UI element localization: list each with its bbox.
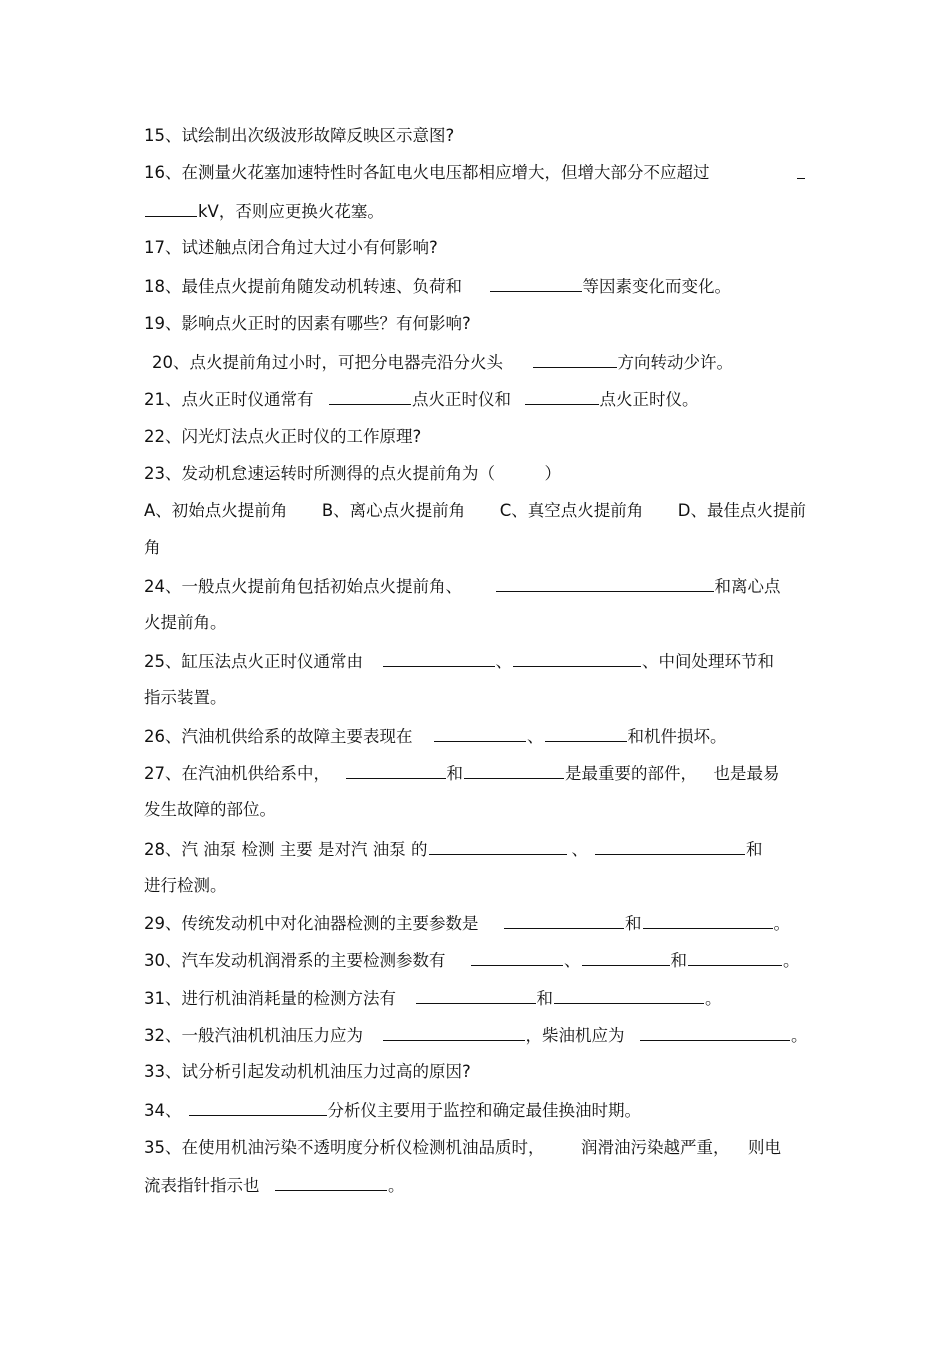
question-19-text: 19、影响点火正时的因素有哪些？有何影响? <box>144 314 471 333</box>
question-16-line1 <box>144 162 806 184</box>
question-25-text: 25、缸压法点火正时仪通常由 <box>144 652 363 671</box>
question-35-text-3: 则电 <box>748 1138 781 1157</box>
question-32 <box>144 1024 806 1047</box>
question-32-text-2: ，柴油机应为 <box>525 1026 625 1045</box>
question-28-and: 和 <box>746 840 763 859</box>
answer-blank <box>797 162 805 179</box>
answer-blank <box>688 949 782 966</box>
question-33 <box>144 1061 806 1083</box>
question-21 <box>144 388 806 411</box>
question-27-text-4: 发生故障的部位。 <box>144 800 276 819</box>
question-24-text-3: 火提前角。 <box>144 613 227 632</box>
answer-blank <box>145 200 197 217</box>
question-30-end: 。 <box>783 951 800 970</box>
question-33-text: 33、试分析引起发动机机油压力过高的原因? <box>144 1062 471 1081</box>
question-28-word: 油泵 <box>372 840 406 859</box>
question-20 <box>152 351 806 374</box>
question-28-word: 是对汽 <box>318 840 368 859</box>
question-20-text-2: 方向转动少许。 <box>617 353 733 372</box>
question-30-and: 和 <box>670 951 687 970</box>
question-17-text: 17、试述触点闭合角过大过小有何影响? <box>144 238 438 257</box>
option-d: D、最佳点火提前 <box>677 501 806 520</box>
question-17 <box>144 237 806 259</box>
question-34-text: 分析仪主要用于监控和确定最佳换油时期。 <box>327 1101 641 1120</box>
question-29-text: 29、传统发动机中对化油器检测的主要参数是 <box>144 914 479 933</box>
question-26 <box>144 725 806 748</box>
question-23-options <box>144 500 806 522</box>
question-27-text-2: 是最重要的部件， <box>565 764 697 783</box>
answer-blank <box>513 650 641 667</box>
question-35-line1 <box>144 1137 806 1159</box>
question-28-sep: 、 <box>571 840 588 859</box>
question-27-text-3: 也是最易 <box>713 764 780 783</box>
question-25-line1 <box>144 650 806 673</box>
question-21-text-2: 点火正时仪和 <box>412 390 511 409</box>
answer-blank <box>416 987 536 1004</box>
question-22-text: 22、闪光灯法点火正时仪的工作原理? <box>144 427 422 446</box>
question-25-sep: 、 <box>495 652 512 671</box>
question-30-text: 30、汽车发动机润滑系的主要检测参数有 <box>144 951 446 970</box>
answer-blank <box>464 762 564 779</box>
question-34-number: 34、 <box>144 1101 182 1120</box>
question-24-text: 24、一般点火提前角包括初始点火提前角、 <box>144 577 462 596</box>
question-16-text-2: kV，否则应更换火花塞。 <box>198 202 384 221</box>
question-22 <box>144 426 806 448</box>
question-31-and: 和 <box>536 989 553 1008</box>
question-28-word: 的 <box>411 840 428 859</box>
question-27-and: 和 <box>446 764 463 783</box>
question-16-line2 <box>144 200 806 223</box>
answer-blank <box>504 912 624 929</box>
question-31-end: 。 <box>705 989 722 1008</box>
question-25-text-3: 指示装置。 <box>144 688 227 707</box>
question-21-text-3: 点火正时仪。 <box>599 390 699 409</box>
question-25-text-2: 、中间处理环节和 <box>642 652 774 671</box>
question-32-text: 32、一般汽油机机油压力应为 <box>144 1026 363 1045</box>
answer-blank <box>640 1024 790 1041</box>
question-23-text: 23、发动机怠速运转时所测得的点火提前角为（ ） <box>144 464 561 483</box>
answer-blank <box>643 912 773 929</box>
answer-blank <box>554 987 704 1004</box>
question-18 <box>144 275 806 298</box>
question-18-text-2: 等因素变化而变化。 <box>582 277 731 296</box>
option-a: A、初始点火提前角 <box>144 501 288 520</box>
question-35-line2 <box>144 1174 806 1197</box>
question-21-text: 21、点火正时仪通常有 <box>144 390 314 409</box>
question-35-end: 。 <box>388 1176 405 1195</box>
question-31 <box>144 987 806 1010</box>
answer-blank <box>525 388 599 405</box>
answer-blank <box>490 275 582 292</box>
question-29-end: 。 <box>773 914 790 933</box>
answer-blank <box>329 388 411 405</box>
answer-blank <box>346 762 446 779</box>
question-29-and: 和 <box>625 914 642 933</box>
question-19 <box>144 313 806 335</box>
answer-blank <box>545 725 627 742</box>
answer-blank <box>533 351 617 368</box>
question-16-text: 16、在测量火花塞加速特性时各缸电火电压都相应增大，但增大部分不应超过 <box>144 163 710 182</box>
option-d-tail: 角 <box>144 538 161 557</box>
question-27-line2 <box>144 799 806 821</box>
question-28-text-2: 进行检测。 <box>144 876 227 895</box>
question-26-text-2: 和机件损坏。 <box>627 727 727 746</box>
option-c: C、真空点火提前角 <box>499 501 644 520</box>
question-23 <box>144 463 806 485</box>
option-b: B、离心点火提前角 <box>321 501 466 520</box>
answer-blank <box>496 575 714 592</box>
question-35-text: 35、在使用机油污染不透明度分析仪检测机油品质时， <box>144 1138 545 1157</box>
question-28-word: 油泵 <box>203 840 237 859</box>
question-28-word: 主要 <box>279 840 313 859</box>
question-23-options-wrap <box>144 537 806 559</box>
question-27-text: 27、在汽油机供给系中， <box>144 764 330 783</box>
question-31-text: 31、进行机油消耗量的检测方法有 <box>144 989 396 1008</box>
question-28-line1 <box>144 838 806 861</box>
question-35-text-4: 流表指针指示也 <box>144 1176 260 1195</box>
answer-blank <box>383 1024 525 1041</box>
answer-blank <box>189 1099 327 1116</box>
answer-blank <box>471 949 563 966</box>
question-15 <box>144 125 806 147</box>
answer-blank <box>595 838 745 855</box>
answer-blank <box>434 725 526 742</box>
question-15-text: 15、试绘制出次级波形故障反映区示意图? <box>144 126 455 145</box>
answer-blank <box>383 650 495 667</box>
answer-blank <box>582 949 670 966</box>
question-27-line1 <box>144 762 806 785</box>
question-20-text: 20、点火提前角过小时，可把分电器壳沿分火头 <box>152 353 503 372</box>
question-26-sep: 、 <box>527 727 544 746</box>
question-18-text: 18、最佳点火提前角随发动机转速、负荷和 <box>144 277 462 296</box>
question-28-word: 检测 <box>241 840 275 859</box>
question-28-word: 28、汽 <box>144 840 198 859</box>
answer-blank <box>275 1174 387 1191</box>
question-32-end: 。 <box>791 1026 808 1045</box>
question-26-text: 26、汽油机供给系的故障主要表现在 <box>144 727 413 746</box>
question-24-line1 <box>144 575 806 598</box>
question-24-line2 <box>144 612 806 634</box>
question-29 <box>144 912 806 935</box>
question-24-text-2: 和离心点 <box>714 577 781 596</box>
question-30 <box>144 949 806 972</box>
question-35-text-2: 润滑油污染越严重， <box>581 1138 730 1157</box>
answer-blank <box>429 838 567 855</box>
question-25-line2 <box>144 687 806 709</box>
question-28-line2 <box>144 875 806 897</box>
question-34 <box>144 1099 806 1122</box>
question-30-sep: 、 <box>564 951 581 970</box>
